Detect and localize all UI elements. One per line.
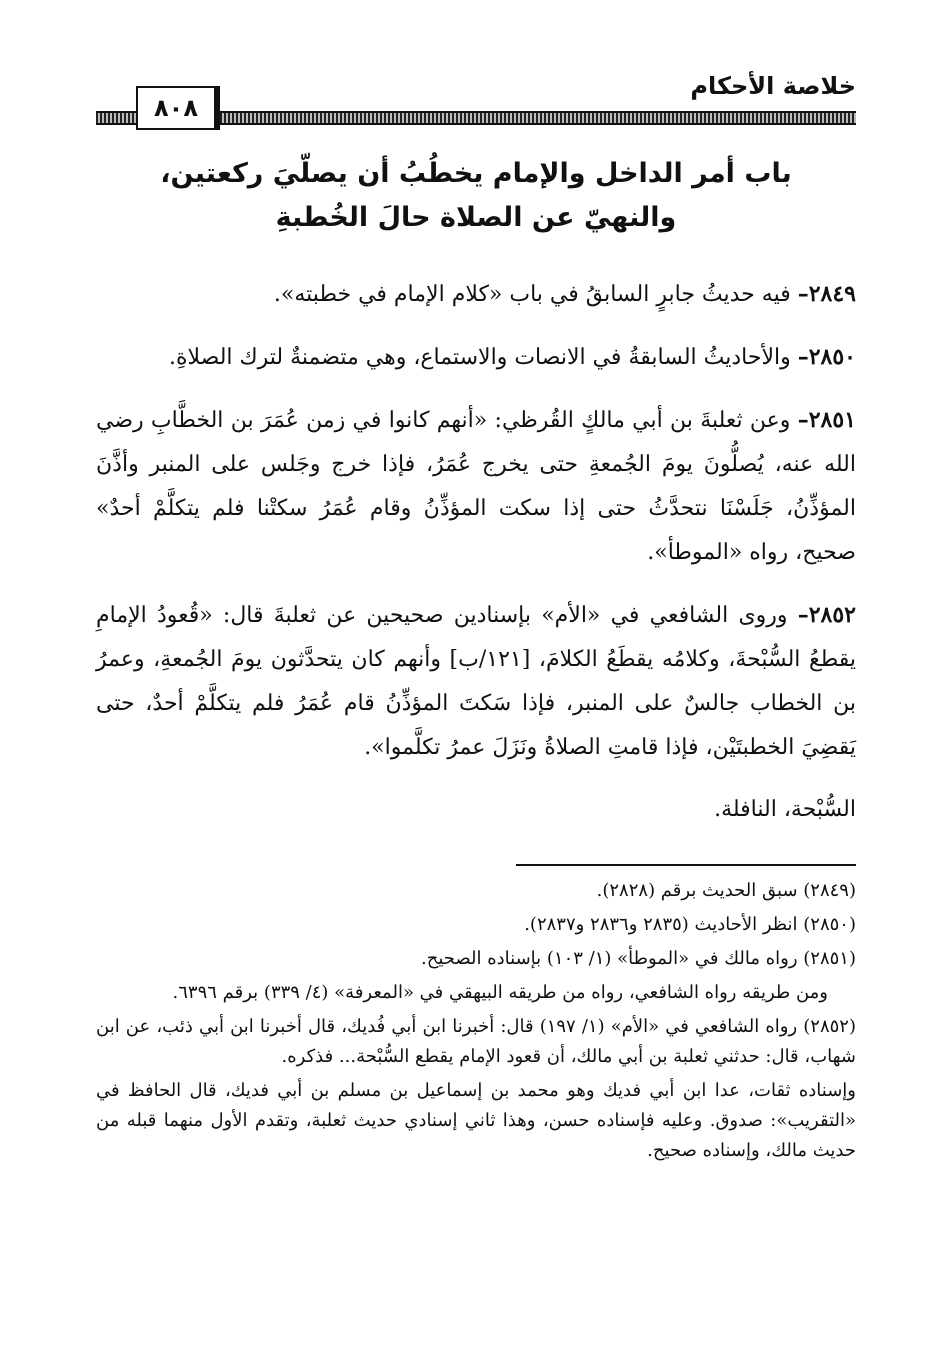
chapter-title bbox=[96, 152, 856, 240]
page-number: ٨٠٨ bbox=[136, 86, 216, 130]
book-title: خلاصة الأحكام bbox=[690, 72, 856, 100]
main-text bbox=[96, 272, 856, 850]
hadith-entry bbox=[96, 272, 856, 317]
hadith-number: ٢٨٥٢– bbox=[797, 602, 856, 628]
footnote-separator bbox=[516, 864, 856, 866]
hadith-number: ٢٨٤٩– bbox=[797, 281, 856, 307]
page-header bbox=[96, 60, 856, 130]
book-page bbox=[96, 60, 856, 1340]
chapter-title-line-1: باب أمر الداخل والإمام يخطُبُ أن يصلّيَ ركعتين، bbox=[160, 158, 792, 189]
footnote: (٢٨٥٠) انظر الأحاديث (٢٨٣٥ و٢٨٣٦ و٢٨٣٧). bbox=[524, 914, 856, 935]
hadith-entry bbox=[96, 335, 856, 380]
hadith-number: ٢٨٥٠– bbox=[797, 344, 856, 370]
hadith-entry bbox=[96, 593, 856, 770]
footnote: (٢٨٥١) رواه مالك في «الموطأ» (١/ ١٠٣) بإسناده الصحيح. bbox=[421, 948, 856, 969]
chapter-title-line-2: والنهيّ عن الصلاة حالَ الخُطبةِ bbox=[275, 202, 677, 233]
footnote: (٢٨٥٢) رواه الشافعي في «الأم» (١/ ١٩٧) قال: أخبرنا ابن أبي فُديك، قال أخبرنا ابن أبي ذئب، عن ابن شهاب، قال: حدثني ثعلبة بن أبي مالك، أن قعود الإمام يقطع السُّبْحة... فذكره. bbox=[96, 1016, 856, 1067]
footnote: (٢٨٤٩) سبق الحديث برقم (٢٨٢٨). bbox=[596, 880, 856, 901]
hadith-text: والأحاديثُ السابقةُ في الانصات والاستماع، وهي متضمنةٌ لترك الصلاةِ. bbox=[168, 345, 791, 370]
hadith-entry bbox=[96, 398, 856, 575]
hadith-text: وعن ثعلبةَ بن أبي مالكٍ القُرظي: «أنهم كانوا في زمن عُمَرَ بن الخطَّابِ رضي الله عنه، يُصلُّونَ يومَ الجُمعةِ حتى يخرج عُمَرُ، فإذا خرج وجَلس على المنبر وأذَّنَ المؤذِّنُ، جَلَسْنَا نتحدَّثُ حتى إذا سكت المؤذِّنُ وقام عُمَرُ سكتْنا فلم يتكلَّمْ أحدٌ» صحيح، رواه «الموطأ». bbox=[96, 408, 856, 565]
footnote-continuation: وإسناده ثقات، عدا ابن أبي فديك وهو محمد بن إسماعيل بن مسلم بن أبي فديك، قال الحافظ في «التقريب»: صدوق. وعليه فإسناده حسن، وهذا ثاني إسنادي حديث ثعلبة، وتقدم الأول منهما قبله من حديث مالك، وإسناده صحيح. bbox=[96, 1080, 856, 1161]
hadith-text: وروى الشافعي في «الأم» بإسنادين صحيحين عن ثعلبةَ قال: «قُعودُ الإمامِ يقطعُ السُّبْحةَ، وكلامُه يقطَعُ الكلامَ، [١٢١/ب] وأنهم كان يتحدَّثون يومَ الجُمعةِ، وعمرُ بن الخطاب جالسٌ على المنبر، فإذا سَكتَ المؤذِّنُ قام عُمَرُ فلم يتكلَّمْ أحدٌ، حتى يَقضِيَ الخطبتَيْن، فإذا قامتِ الصلاةُ ونَزَلَ عمرُ تكلَّموا». bbox=[96, 603, 856, 760]
hadith-text: فيه حديثُ جابرٍ السابقُ في باب «كلام الإمام في خطبته». bbox=[273, 282, 791, 307]
word-gloss: السُّبْحة، النافلة. bbox=[714, 797, 856, 822]
footnotes bbox=[96, 876, 856, 1170]
hadith-number: ٢٨٥١– bbox=[797, 407, 856, 433]
footnote-continuation: ومن طريقه رواه الشافعي، رواه من طريقه البيهقي في «المعرفة» (٤/ ٣٣٩) برقم ٦٣٩٦. bbox=[172, 982, 828, 1003]
